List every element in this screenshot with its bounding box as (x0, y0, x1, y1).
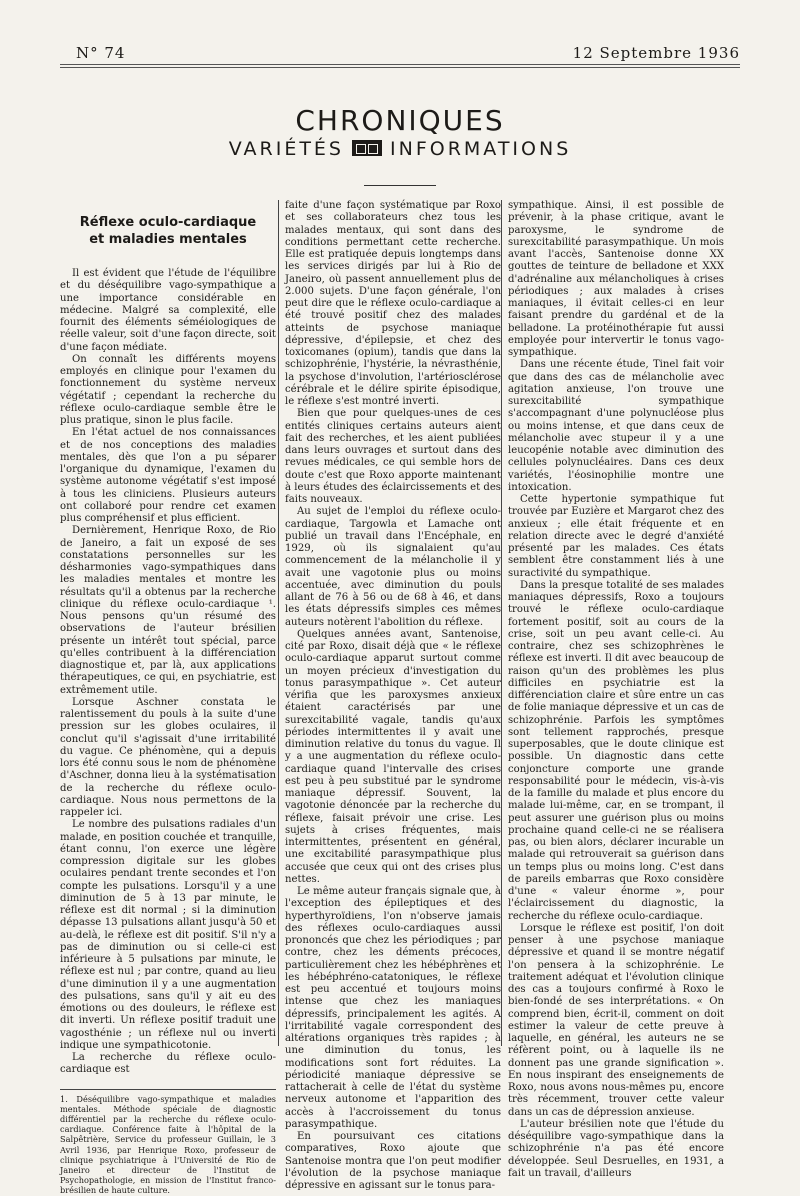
paragraph: Le même auteur français signale que, à l'exception des épileptiques et des hyperthyroïdiens, l'on n'observe jamais des réflexes oculo-cardiaques aussi prononcés que chez les périodiques ; par contre, chez les déments précoces, particulièrement chez les hébéphrènes et les hébéphréno-catatoniques, le réflexe est peu accentué et toujours moins intense que chez les maniaques dépressifs, principalement les agités. A l'irritabilité vagale correspondent des altérations organiques très rapides ; à une diminution du tonus, les modifications sont fort réduites. La périodicité maniaque dépressive se rattacherait à celle de l'état du système nerveux autonome et l'apparition des accès à l'accroissement du tonus parasympathique. (285, 886, 501, 1130)
paragraph: En poursuivant ces citations comparatives, Roxo ajoute que Santenoise montra que l'on peut modifier l'évolution de la psychose maniaque dépressive en agissant sur le tonus para- (285, 1131, 501, 1191)
issue-date: 12 Septembre 1936 (572, 44, 740, 62)
paragraph: Bien que pour quelques-unes de ces entités cliniques certains auteurs aient fait des recherches, et les aient publiées dans leurs ouvrages et surtout dans des revues médicales, ce qui semble hors de doute c'est que Roxo apporte maintenant à leurs études des éclaircissements et des faits nouveaux. (285, 408, 501, 505)
paragraph: Cette hypertonie sympathique fut trouvée par Euzière et Margarot chez des anxieux ; elle était fréquente et en relation directe avec le degré d'anxiété présenté par les malades. Ces états semblent être constamment liés à une suractivité du sympathique. (508, 494, 724, 579)
column-divider-2 (501, 200, 502, 1046)
column-1 (60, 214, 276, 1196)
masthead-left: VARIÉTÉS (228, 138, 344, 160)
footnote-rule (60, 1089, 276, 1090)
paragraph: Il est évident que l'étude de l'équilibre et du déséquilibre vago-sympathique a une importance considérable en médecine. Malgré sa complexité, elle fournit des éléments séméiologiques de réelle valeur, soit d'une façon directe, soit d'une façon médiate. (60, 268, 276, 353)
paragraph: sympathique. Ainsi, il est possible de prévenir, à la phase critique, avant le paroxysme, le syndrome de surexcitabilité parasympathique. Un mois avant l'accès, Santenoise donne XX gouttes de teinture de belladone et XXX d'adrénaline aux mélancholiques à crises périodiques ; aux malades à crises maniaques, il évitait celles-ci en leur faisant prendre du gardénal et de la belladone. La protéinothérapie fut aussi employée pour intervertir le tonus vago-sympathique. (508, 200, 724, 358)
paragraph: Au sujet de l'emploi du réflexe oculo-cardiaque, Targowla et Lamache ont publié un travail dans l'Encéphale, en 1929, où ils signalaient qu'au commencement de la mélancholie il y avait une vagotonie plus ou moins accentuée, avec diminution du pouls allant de 76 à 56 ou de 68 à 46, et dans les états dépressifs simples ces mêmes auteurs notèrent l'abolition du réflexe. (285, 506, 501, 628)
paragraph: Dans une récente étude, Tinel fait voir que dans des cas de mélancholie avec agitation anxieuse, l'on trouve une surexcitabilité sympathique s'accompagnant d'une polynucléose plus ou moins intense, et que dans ceux de mélancholie avec stupeur il y a une leucopénie notable avec diminution des cellules polynucléaires. Dans ces deux variétés, l'éosinophilie montre une intoxication. (508, 359, 724, 493)
column-3 (508, 200, 724, 1180)
issue-number: N° 74 (76, 44, 126, 62)
paragraph: Dernièrement, Henrique Roxo, de Rio de Janeiro, a fait un exposé de ses constatations personnelles sur les désharmonies vago-sympathiques dans les maladies mentales et montre les résultats qu'il a obtenus par la recherche clinique du réflexe oculo-cardiaque ¹. Nous pensons qu'un résumé des observations de l'auteur brésilien présente un intérêt tout spécial, parce qu'elles contribuent à la différenciation diagnostique et, par là, aux applications thérapeutiques, ce qui, en psychiatrie, est extrêmement utile. (60, 525, 276, 696)
paragraph: Lorsque Aschner constata le ralentissement du pouls à la suite d'une pression sur les globes oculaires, il conclut qu'il s'agissait d'une irritabilité du vague. Ce phénomène, qui a depuis lors été connu sous le nom de phénomène d'Aschner, donna lieu à la systématisation de la recherche du réflexe oculo-cardiaque. Nous nous permettons de la rappeler ici. (60, 696, 276, 818)
paragraph: La recherche du réflexe oculo-cardiaque est (60, 1052, 276, 1076)
paragraph: En l'état actuel de nos connaissances et de nos conceptions des maladies mentales, dès que l'on a pu séparer l'organique du dynamique, l'examen du système autonome végétatif s'est imposé à tous les cliniciens. Plusieurs auteurs ont collaboré pour rendre cet examen plus compréhensif et plus efficient. (60, 427, 276, 524)
masthead-title: CHRONIQUES (295, 104, 505, 137)
paragraph: faite d'une façon systématique par Roxo et ses collaborateurs chez tous les malades mentaux, qui sont dans des conditions permettant cette recherche. Elle est pratiquée depuis longtemps dans les services dirigés par lui à Rio de Janeiro, où passent annuellement plus de 2.000 sujets. D'une façon générale, l'on peut dire que le réflexe oculo-cardiaque a été trouvé positif chez des malades atteints de psychose maniaque dépressive, d'épilepsie, et chez des toxicomanes (opium), tandis que dans la schizophrénie, l'hystérie, la névrasthénie, la psychose d'involution, l'artériosclérose cérébrale et le délire spirite épisodique, le réflexe s'est montré inverti. (285, 200, 501, 407)
header-rule (60, 64, 740, 65)
column-divider-1 (278, 200, 279, 1046)
paragraph: Dans la presque totalité de ses malades maniaques dépressifs, Roxo a toujours trouvé le réflexe oculo-cardiaque fortement positif, soit au cours de la crise, soit un peu avant celle-ci. Au contraire, chez ses schizophrènes le réflexe est inverti. Il dit avec beaucoup de raison qu'un des problèmes les plus difficiles en psychiatrie est la différenciation claire et sûre entre un cas de folie maniaque dépressive et un cas de schizophrénie. Parfois les symptômes sont tellement rapprochés, presque superposables, que le doute clinique est possible. Un diagnostic dans cette conjoncture comporte une grande responsabilité pour le médecin, vis-à-vis de la famille du malade et plus encore du malade lui-même, car, en se trompant, il peut assurer une guérison plus ou moins prochaine quand celle-ci ne se réalisera pas, ou bien alors, déclarer incurable un malade qui retrouverait sa guérison dans un temps plus ou moins long. C'est dans de pareils embarras que Roxo considère d'une « valeur énorme », pour l'éclaircissement du diagnostic, la recherche du réflexe oculo-cardiaque. (508, 579, 724, 922)
paragraph: Lorsque le réflexe est positif, l'on doit penser à une psychose maniaque dépressive et quand il se montre négatif l'on pensera à la schizophrénie. Le traitement adéquat et l'évolution clinique des cas a toujours confirmé à Roxo le bien-fondé de ses interprétations. « On comprend bien, écrit-il, comment on doit estimer la valeur de cette preuve à laquelle, en général, les auteurs ne se réfèrent point, ou à laquelle ils ne donnent pas une grande signification ». En nous inspirant des enseignements de Roxo, nous avons nous-mêmes pu, encore très récemment, trouver cette valeur dans un cas de dépression anxieuse. (508, 922, 724, 1118)
column-2 (285, 200, 501, 1192)
article-title-line2: et maladies mentales (89, 232, 247, 247)
paragraph: L'auteur brésilien note que l'étude du déséquilibre vago-sympathique dans la schizophrénie n'a pas été encore développée. Seul Desruelles, en 1931, a fait un travail, d'ailleurs (508, 1118, 724, 1179)
footnote: 1. Déséquilibre vago-sympathique et maladies mentales. Méthode spéciale de diagnostic différentiel par la recherche du réflexe oculo-cardiaque. Conférence faite à l'hôpital de la Salpêtrière, Service du professeur Guillain, le 3 Avril 1936, par Henrique Roxo, professeur de clinique psychiatrique à l'Université de Rio de Janeiro et directeur de l'Institut de Psychopathologie, en mission de l'Institut franco-brésilien de haute culture. (60, 1093, 276, 1196)
masthead-subtitle (0, 138, 800, 160)
masthead-right: INFORMATIONS (390, 138, 572, 160)
ornament-icon (352, 140, 382, 156)
title-rule (364, 185, 436, 186)
header-rule-double (60, 67, 740, 68)
article-title-line1: Réflexe oculo-cardiaque (79, 215, 257, 230)
paragraph: Le nombre des pulsations radiales d'un malade, en position couchée et tranquille, étant connu, l'on exerce une légère compression digitale sur les globes oculaires pendant trente secondes et l'on compte les pulsations. Lorsqu'il y a une diminution de 5 à 13 par minute, le réflexe est dit normal ; si la diminution dépasse 13 pulsations allant jusqu'à 50 et au-delà, le réflexe est dit positif. S'il n'y a pas de diminution ou si celle-ci est inférieure à 5 pulsations par minute, le réflexe est nul ; par contre, quand au lieu d'une diminution il y a une augmentation des pulsations, sans qu'il y ait eu des émotions ou des douleurs, le réflexe est dit inverti. Un réflexe positif traduit une vagosthénie ; un réflexe nul ou inverti indique une sympathicotonie. (60, 819, 276, 1051)
paragraph: On connaît les différents moyens employés en clinique pour l'examen du fonctionnement du système nerveux végétatif ; cependant la recherche du réflexe oculo-cardiaque semble être le plus pratique, sinon le plus facile. (60, 353, 276, 426)
article-title (60, 214, 276, 248)
paragraph: Quelques années avant, Santenoise, cité par Roxo, disait déjà que « le réflexe oculo-cardiaque apparut surtout comme un moyen précieux d'investigation du tonus parasympathique ». Cet auteur vérifia que les paroxysmes anxieux étaient caractérisés par une surexcitabilité vagale, tandis qu'aux périodes intermittentes il y avait une diminution relative du tonus du vague. Il y a une augmentation du réflexe oculo-cardiaque quand l'intervalle des crises est peu à peu substitué par le syndrome maniaque dépressif. Souvent, la vagotonie dénoncée par la recherche du réflexe, faisait prévoir une crise. Les sujets à crises fréquentes, mais intermittentes, présentent en général, une excitabilité parasympathique plus accusée que ceux qui ont des crises plus nettes. (285, 628, 501, 885)
